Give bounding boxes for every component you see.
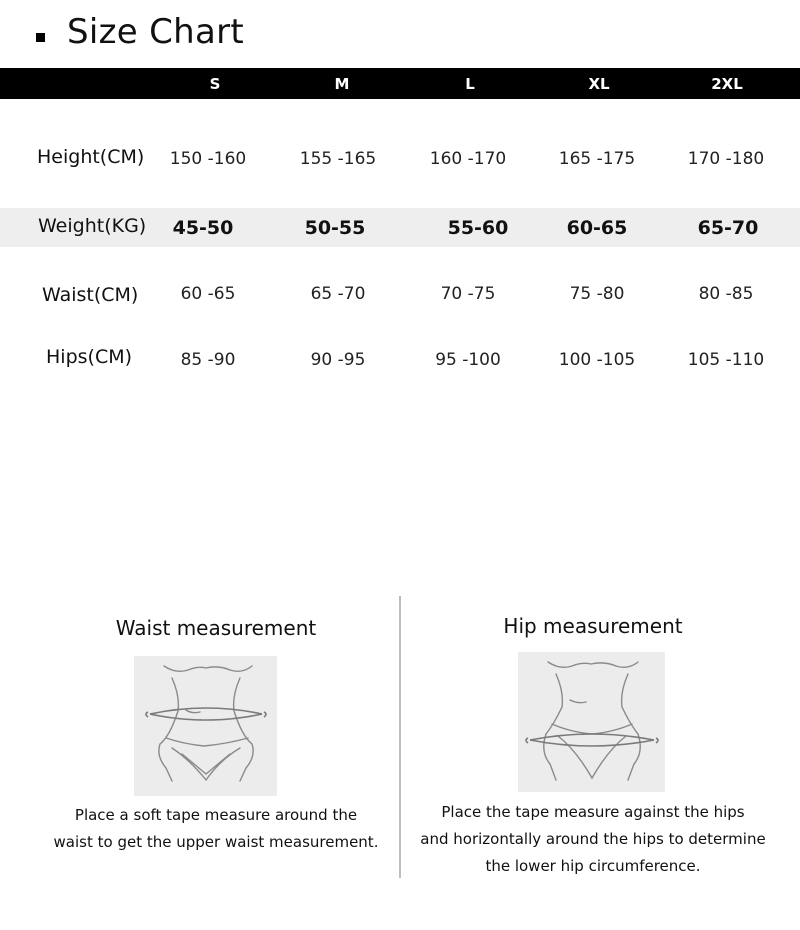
page-title-wrap xyxy=(36,10,244,54)
page-title: Size Chart xyxy=(67,12,245,52)
hip-instructions xyxy=(420,799,765,880)
size-header-l: L xyxy=(465,75,475,93)
table-row-hips xyxy=(0,344,800,374)
table-row-height xyxy=(0,144,800,174)
size-header-m: M xyxy=(334,75,350,93)
table-cell: 95 -100 xyxy=(435,350,501,370)
table-cell: 155 -165 xyxy=(299,149,377,169)
row-label-hips: Hips(CM) xyxy=(46,346,133,368)
torso-waist-icon xyxy=(134,656,277,796)
waist-instruction-line: waist to get the upper waist measurement. xyxy=(53,833,379,851)
table-cell: 80 -85 xyxy=(698,284,754,304)
table-cell: 65-70 xyxy=(697,217,759,239)
hip-instruction-line: Place the tape measure against the hips xyxy=(441,803,745,821)
table-cell: 75 -80 xyxy=(569,284,625,304)
waist-measurement-title: Waist measurement xyxy=(115,616,317,640)
table-cell: 100 -105 xyxy=(558,350,636,370)
table-cell: 70 -75 xyxy=(440,284,496,304)
section-divider xyxy=(399,596,401,878)
size-header-xl: XL xyxy=(588,75,610,93)
row-label-weight: Weight(KG) xyxy=(38,215,147,237)
table-cell: 50-55 xyxy=(304,217,366,239)
size-header-s: S xyxy=(209,75,221,93)
table-cell: 105 -110 xyxy=(687,350,765,370)
table-row-weight xyxy=(0,208,800,247)
table-cell: 85 -90 xyxy=(180,350,236,370)
table-cell: 150 -160 xyxy=(169,149,247,169)
hip-instruction-line: the lower hip circumference. xyxy=(485,857,701,875)
hip-measurement-title: Hip measurement xyxy=(503,614,683,638)
table-row-waist xyxy=(0,280,800,310)
hip-instruction-line: and horizontally around the hips to determine xyxy=(420,830,766,848)
waist-figure-illustration xyxy=(134,656,277,796)
torso-hip-icon xyxy=(518,652,665,792)
hip-figure-illustration xyxy=(518,652,665,792)
table-cell: 65 -70 xyxy=(310,284,366,304)
table-cell: 170 -180 xyxy=(687,149,765,169)
row-label-height: Height(CM) xyxy=(37,146,145,168)
waist-instructions xyxy=(54,802,379,856)
table-cell: 45-50 xyxy=(172,217,234,239)
table-cell: 160 -170 xyxy=(429,149,507,169)
waist-instruction-line: Place a soft tape measure around the xyxy=(74,806,358,824)
size-header-2xl: 2XL xyxy=(711,75,743,93)
square-bullet-icon xyxy=(36,33,45,42)
table-cell: 60-65 xyxy=(566,217,628,239)
row-label-waist: Waist(CM) xyxy=(42,284,139,306)
size-header-bar xyxy=(0,68,800,99)
table-cell: 60 -65 xyxy=(180,284,236,304)
table-cell: 55-60 xyxy=(447,217,509,239)
table-cell: 165 -175 xyxy=(558,149,636,169)
table-cell: 90 -95 xyxy=(310,350,366,370)
